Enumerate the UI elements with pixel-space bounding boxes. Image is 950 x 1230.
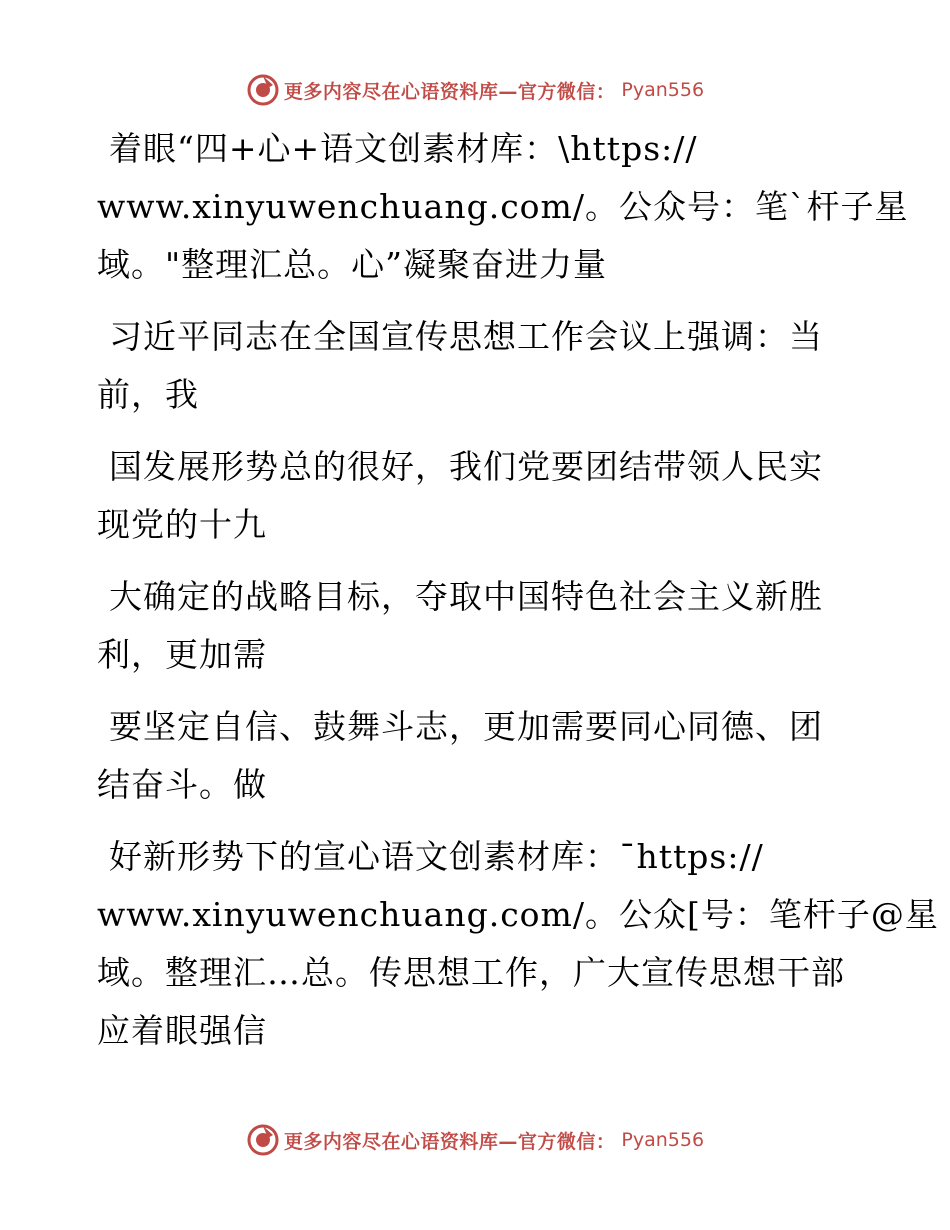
banner-wechat-id: Pyan556: [621, 1129, 705, 1151]
text-line: www.xinyuwenchuang.com/。公众[号：笔杆子@星: [97, 895, 939, 934]
text-line: 国发展形势总的很好，我们党要团结带领人民实: [109, 447, 823, 486]
text-line: 应着眼强信: [97, 1011, 267, 1050]
paragraph: [97, 120, 909, 294]
text-line: 习近平同志在全国宣传思想工作会议上强调：当: [109, 317, 823, 356]
text-line: 前，我: [97, 375, 199, 414]
text-line: 结奋斗。做: [97, 765, 267, 804]
text-line: 现党的十九: [97, 505, 267, 544]
text-line: www.xinyuwenchuang.com/。公众号：笔`杆子星: [97, 187, 909, 226]
text-line: 利，更加需: [97, 635, 267, 674]
paragraph: [97, 438, 857, 554]
text-line: 要坚定自信、鼓舞斗志，更加需要同心同德、团: [109, 707, 823, 746]
logo-icon: [246, 1123, 280, 1157]
text-line: 好新形势下的宣心语文创素材库：¯https://: [109, 837, 764, 876]
logo-icon: [246, 73, 280, 107]
text-line: 域。"整理汇总。心”凝聚奋进力量: [97, 245, 608, 284]
banner-wechat-id: Pyan556: [621, 79, 705, 101]
footer-banner: [0, 1120, 950, 1160]
banner-text: 更多内容尽在心语资料库—官方微信：: [283, 80, 616, 103]
banner-text: 更多内容尽在心语资料库—官方微信：: [283, 1130, 616, 1153]
paragraph: [97, 828, 939, 1060]
paragraph: [97, 568, 857, 684]
document-body: [97, 120, 939, 1074]
text-line: 着眼“四+心+语文创素材库：\https://: [109, 129, 698, 168]
header-banner: [0, 70, 950, 110]
paragraph: [97, 308, 857, 424]
paragraph: [97, 698, 857, 814]
text-line: 域。整理汇…总。传思想工作，广大宣传思想干部: [97, 953, 845, 992]
text-line: 大确定的战略目标，夺取中国特色社会主义新胜: [109, 577, 823, 616]
